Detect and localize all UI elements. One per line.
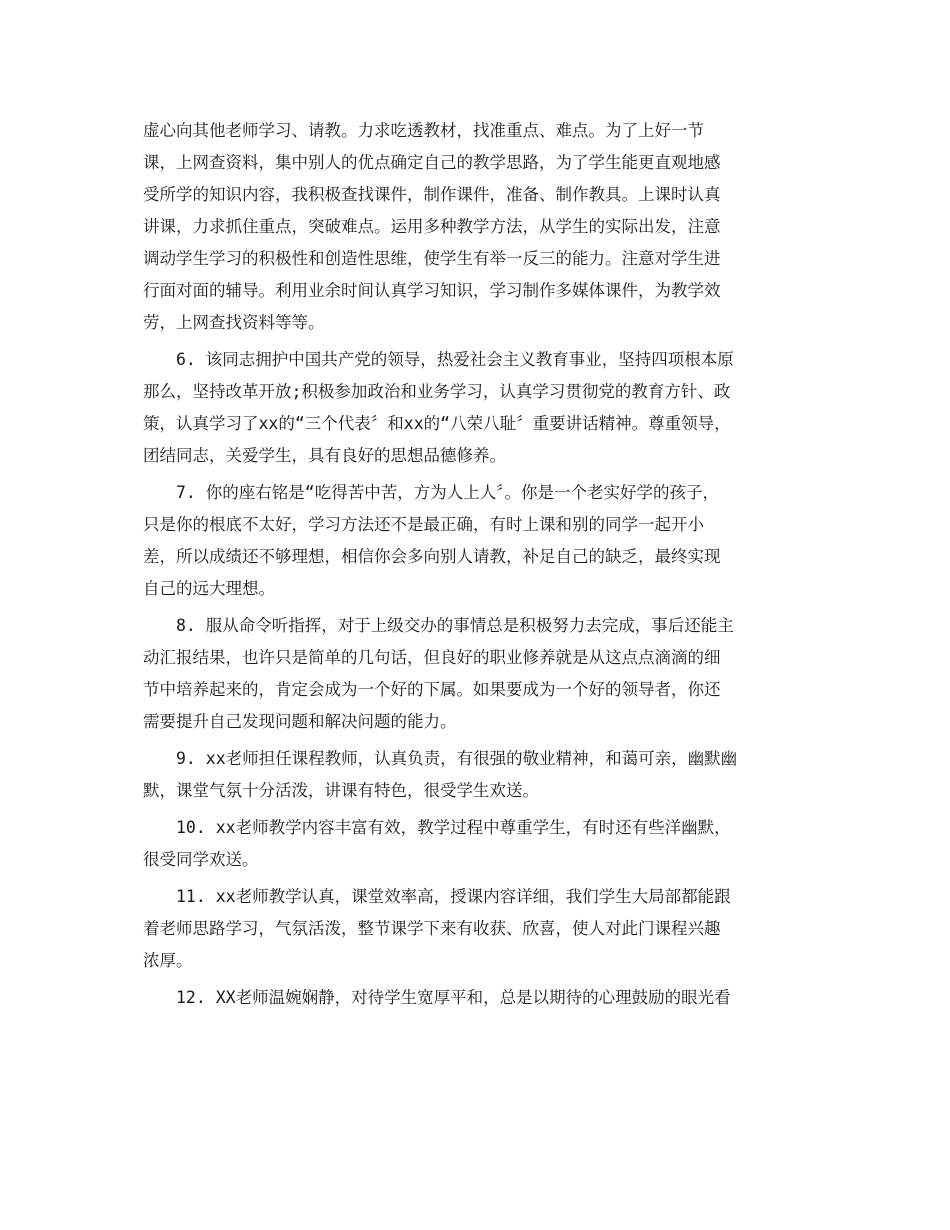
text-line: 差，所以成绩还不够理想，相信你会多向别人请教，补足自己的缺乏，最终实现 [143,547,721,566]
paragraph-12 [143,982,811,1014]
text-line: 动汇报结果，也许只是简单的几句话，但良好的职业修养就是从这点点滴滴的细 [143,648,721,667]
text-line: 劳，上网查找资料等等。 [143,313,325,332]
paragraph-continued [143,115,811,339]
paragraph-6 [143,344,811,472]
document-body [143,115,811,1019]
text-line: 受所学的知识内容，我积极查找课件，制作课件，准备、制作教具。上课时认真 [143,185,721,204]
text-line: 很受同学欢送。 [143,850,259,869]
text-line: 着老师思路学习，气氛活泼，整节课学下来有收获、欣喜，使人对此门课程兴趣 [143,919,721,938]
text-line: 策，认真学习了xx的“三个代表〞和xx的“八荣八耻〞重要讲话精神。尊重领导， [143,414,731,433]
text-line: 只是你的根底不太好，学习方法还不是最正确，有时上课和别的同学一起开小 [143,515,704,534]
text-line: 调动学生学习的积极性和创造性思维，使学生有举一反三的能力。注意对学生进 [143,249,721,268]
paragraph-11 [143,881,811,977]
text-line: 那么，坚持改革开放;积极参加政治和业务学习，认真学习贯彻党的教育方针、政 [143,382,731,401]
text-line: 需要提升自己发现问题和解决问题的能力。 [143,712,457,731]
text-line: 9. xx老师担任课程教师，认真负责，有很强的敬业精神，和蔼可亲，幽默幽 [176,749,738,768]
text-line: 6. 该同志拥护中国共产党的领导，热爱社会主义教育事业，坚持四项根本原 [176,350,734,369]
text-line: 11. xx老师教学认真，课堂效率高，授课内容详细，我们学生大局部都能跟 [176,887,731,906]
paragraph-9 [143,743,811,807]
text-line: 虚心向其他老师学习、请教。力求吃透教材，找准重点、难点。为了上好一节 [143,121,704,140]
text-line: 7. 你的座右铭是“吃得苦中苦，方为人上人〞。你是一个老实好学的孩子， [176,483,719,502]
paragraph-10 [143,812,811,876]
text-line: 12. XX老师温婉娴静，对待学生宽厚平和，总是以期待的心理鼓励的眼光看 [176,988,731,1007]
paragraph-8 [143,610,811,738]
text-line: 8. 服从命令听指挥，对于上级交办的事情总是积极努力去完成，事后还能主 [176,616,734,635]
text-line: 节中培养起来的，肯定会成为一个好的下属。如果要成为一个好的领导者，你还 [143,680,721,699]
text-line: 浓厚。 [143,951,193,970]
text-line: 自己的远大理想。 [143,579,275,598]
text-line: 团结同志，关爱学生，具有良好的思想品德修养。 [143,446,506,465]
text-line: 行面对面的辅导。利用业余时间认真学习知识，学习制作多媒体课件，为教学效 [143,281,721,300]
text-line: 默，课堂气氛十分活泼，讲课有特色，很受学生欢送。 [143,781,539,800]
paragraph-7 [143,477,811,605]
text-line: 课，上网查资料，集中别人的优点确定自己的教学思路，为了学生能更直观地感 [143,153,721,172]
text-line: 讲课，力求抓住重点，突破难点。运用多种教学方法，从学生的实际出发，注意 [143,217,721,236]
text-line: 10. xx老师教学内容丰富有效，教学过程中尊重学生，有时还有些洋幽默， [176,818,731,837]
